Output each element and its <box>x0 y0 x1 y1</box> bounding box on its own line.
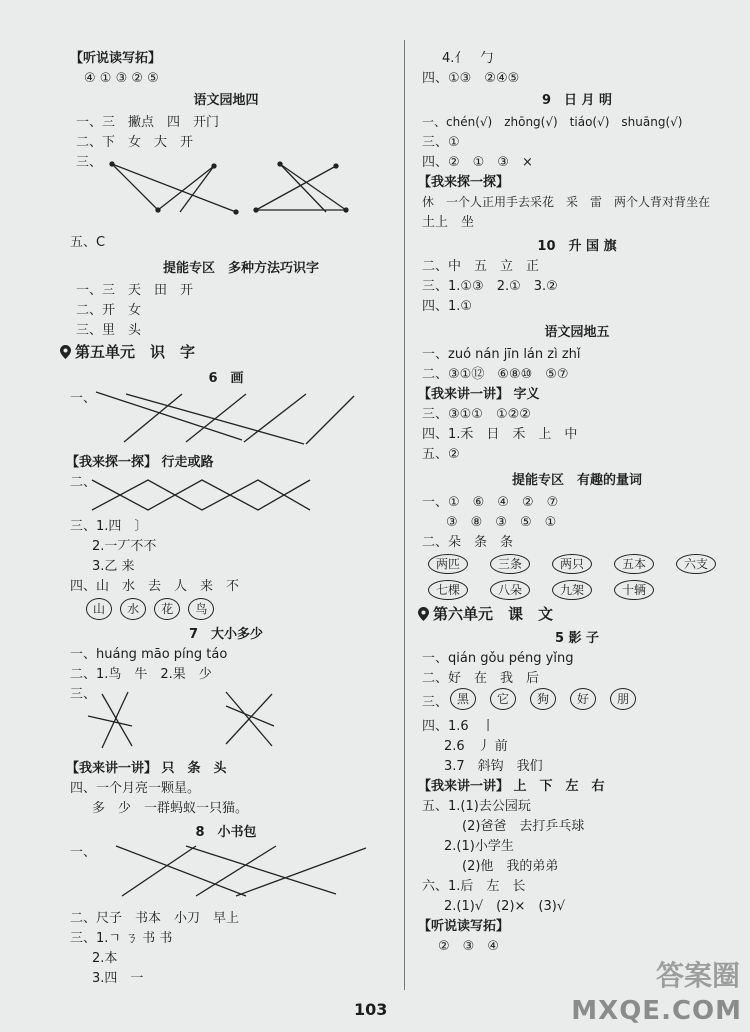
answer-line: 一、 <box>70 391 97 406</box>
oval-answers <box>428 554 716 574</box>
answer-line: 一、三 天 田 开 <box>76 283 194 298</box>
answer-line: 3.乙 来 <box>92 559 135 574</box>
circled-char: 山 <box>86 598 112 620</box>
circled-char: 鸟 <box>188 598 214 620</box>
matching-lines <box>76 840 376 904</box>
answer-line: 2.本 <box>92 951 118 966</box>
circled-char: 它 <box>490 688 516 710</box>
matching-lines <box>76 686 376 756</box>
oval-answers <box>428 580 654 600</box>
lesson-heading: 5 影 子 <box>554 631 600 646</box>
unit-heading <box>60 344 195 361</box>
answer-line: 4.亻 勹 <box>442 51 494 66</box>
oval-word: 六支 <box>676 554 716 574</box>
answer-line: 休 一个人正用手去采花 采 雷 两个人背对背坐在 <box>422 195 711 209</box>
lesson-heading: 9 日 月 明 <box>541 93 613 108</box>
watermark-logo-text: 答案圈 <box>655 959 740 992</box>
lesson-heading: 8 小书包 <box>195 825 257 840</box>
lesson-heading: 提能专区 有趣的量词 <box>511 473 642 488</box>
circled-char: 黑 <box>450 688 476 710</box>
page-number: 103 <box>354 1000 388 1019</box>
section-label: 【我来讲一讲】 只 条 头 <box>66 761 227 776</box>
answer-line: ② ③ ④ <box>438 939 499 954</box>
answer-line: 一、zuó nán jīn lán zì zhǐ <box>422 347 581 362</box>
answer-line: 二、1.鸟 牛 2.果 少 <box>70 667 212 682</box>
column-divider <box>404 40 405 990</box>
answer-line: 3.四 一 <box>92 971 144 986</box>
pin-icon <box>418 607 429 621</box>
answer-line: 一、chén(√) zhōng(√) tiáo(√) shuāng(√) <box>422 115 683 129</box>
answer-line: ④ ① ③ ② ⑤ <box>84 71 159 86</box>
section-label: 【听说读写拓】 <box>70 51 162 66</box>
circled-char: 狗 <box>530 688 556 710</box>
section-label: 【我来讲一讲】 上 下 左 右 <box>418 779 605 794</box>
matching-lines <box>76 154 376 224</box>
answer-line: 多 少 一群蚂蚁一只猫。 <box>92 801 249 816</box>
answer-line: 五、② <box>422 447 460 462</box>
section-label: 【我来探一探】 行走或路 <box>66 455 214 470</box>
oval-word: 九架 <box>552 580 592 600</box>
lesson-heading: 提能专区 多种方法巧识字 <box>162 261 319 276</box>
answer-line: 一、huáng māo píng táo <box>70 647 228 662</box>
answer-line: 二、尺子 书本 小刀 早上 <box>70 911 240 926</box>
answer-line: 三、1.四 〕 <box>70 519 148 534</box>
circled-char: 水 <box>120 598 146 620</box>
section-label: 【我来讲一讲】 字义 <box>418 387 540 402</box>
answer-line: 二、开 女 <box>76 303 142 318</box>
answer-line: 四、1.6 丨 <box>422 719 495 734</box>
lesson-heading: 6 画 <box>208 371 244 386</box>
lesson-heading: 语文园地五 <box>544 325 610 340</box>
answer-line: ③ ⑧ ③ ⑤ ① <box>446 515 557 530</box>
answer-line: 三、 <box>76 155 103 170</box>
answer-line: 四、山 水 去 人 来 不 <box>70 579 240 594</box>
zigzag-lines <box>86 476 326 516</box>
answer-line: 四、1.禾 日 禾 上 中 <box>422 427 578 442</box>
unit-heading <box>418 606 553 623</box>
answer-line: 三、③①① ①②② <box>422 407 531 422</box>
lesson-heading: 7 大小多少 <box>188 627 264 642</box>
circled-char: 好 <box>570 688 596 710</box>
watermark-url: MXQE.COM <box>571 996 742 1026</box>
answer-line: 一、三 撇点 四 开门 <box>76 115 220 130</box>
answer-line: 二、 <box>70 475 97 490</box>
answer-line: 一、qián gǒu péng yǐng <box>422 651 574 666</box>
answer-line: 五、C <box>70 235 106 250</box>
section-label: 【我来探一探】 <box>418 175 510 190</box>
pin-icon <box>60 345 71 359</box>
lesson-heading: 10 升 国 旗 <box>537 239 617 254</box>
answer-line: 3.7 斜钩 我们 <box>444 759 543 774</box>
answer-line: 2.(1)小学生 <box>444 839 514 854</box>
unit-title: 第六单元 课 文 <box>433 605 554 623</box>
answer-line: 二、③①⑫ ⑥⑧⑩ ⑤⑦ <box>422 367 569 382</box>
oval-word: 三条 <box>490 554 530 574</box>
answer-line: 六、1.后 左 长 <box>422 879 526 894</box>
answer-line: 四、一个月亮一颗星。 <box>70 781 201 796</box>
circled-char: 花 <box>154 598 180 620</box>
answer-line: 二、朵 条 条 <box>422 535 514 550</box>
answer-line: 二、中 五 立 正 <box>422 259 540 274</box>
oval-word: 八朵 <box>490 580 530 600</box>
answer-line: 四、1.① <box>422 299 473 314</box>
answer-line: 一、① ⑥ ④ ② ⑦ <box>422 495 559 510</box>
unit-title: 第五单元 识 字 <box>75 343 196 361</box>
answer-line: 三、里 头 <box>76 323 142 338</box>
oval-word: 七棵 <box>428 580 468 600</box>
answer-line: 三、 <box>70 687 97 702</box>
answer-line: (2)爸爸 去打乒乓球 <box>462 819 585 834</box>
answer-line: 四、② ① ③ × <box>422 155 533 170</box>
lesson-heading: 语文园地四 <box>193 93 259 108</box>
answer-line: 三、 <box>422 695 449 710</box>
circled-char: 朋 <box>610 688 636 710</box>
answer-line: 土上 坐 <box>422 215 475 230</box>
answer-line: 2.6 丿 前 <box>444 739 508 754</box>
circled-answers <box>450 688 640 710</box>
answer-line: (2)他 我的弟弟 <box>462 859 559 874</box>
answer-line: 三、1.①③ 2.① 3.② <box>422 279 558 294</box>
answer-line: 二、好 在 我 后 <box>422 671 540 686</box>
section-label: 【听说读写拓】 <box>418 919 510 934</box>
answer-line: 四、①③ ②④⑤ <box>422 71 520 86</box>
answer-line: 二、下 女 大 开 <box>76 135 194 150</box>
circled-answers <box>86 598 218 620</box>
answer-line: 2.一丆不不 <box>92 539 157 554</box>
answer-line: 三、① <box>422 135 460 150</box>
answer-line: 五、1.(1)去公园玩 <box>422 799 531 814</box>
answer-line: 一、 <box>70 845 97 860</box>
oval-word: 两只 <box>552 554 592 574</box>
matching-lines <box>76 384 376 454</box>
oval-word: 五本 <box>614 554 654 574</box>
answer-line: 三、1.ㄱ ㄋ 书 书 <box>70 931 173 946</box>
answer-line: 2.(1)√ (2)× (3)√ <box>444 899 566 914</box>
oval-word: 两匹 <box>428 554 468 574</box>
oval-word: 十辆 <box>614 580 654 600</box>
